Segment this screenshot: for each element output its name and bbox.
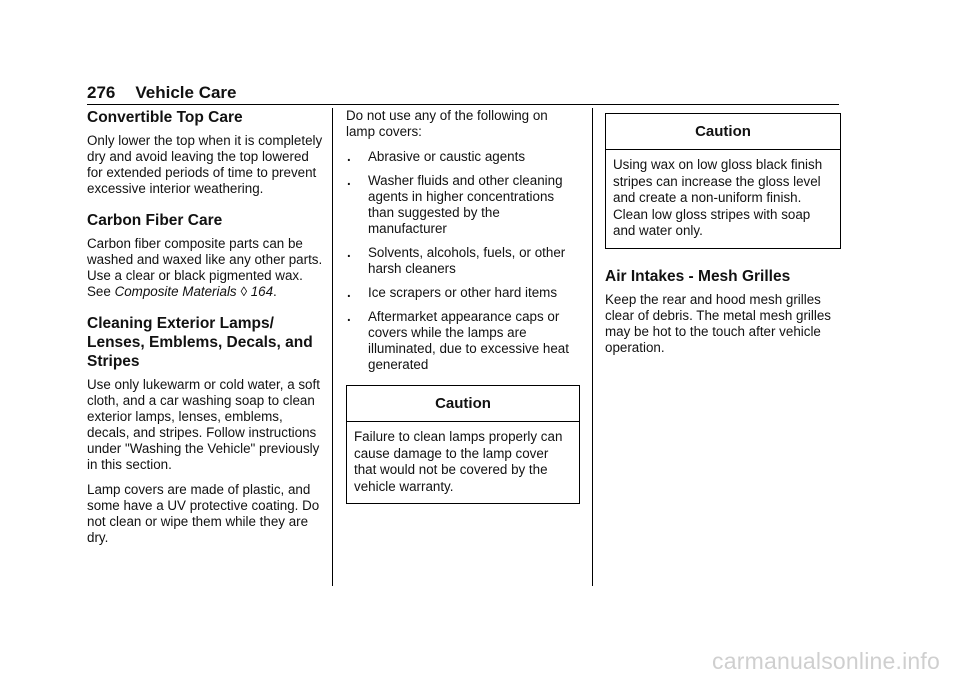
- column-right: [605, 108, 841, 365]
- paragraph-carbon-fiber: [87, 236, 323, 300]
- caution-text: Failure to clean lamps properly can cause damage to the lamp cover that would not be covered by the vehicle warranty.: [354, 429, 563, 494]
- bullet-icon: .: [347, 149, 351, 164]
- page-title: Vehicle Care: [135, 83, 237, 102]
- caution-box-lamps: [346, 385, 580, 504]
- heading-air-intakes: Air Intakes - Mesh Grilles: [605, 267, 791, 285]
- list-item-text: Solvents, alcohols, fuels, or other harsh cleaners: [368, 245, 566, 276]
- bullet-icon: .: [347, 245, 351, 260]
- caution-title: Caution: [606, 114, 840, 150]
- page-number: 276: [87, 83, 116, 102]
- watermark: carmanualsonline.info: [712, 648, 940, 674]
- heading-convertible-top-care: Convertible Top Care: [87, 109, 243, 126]
- heading-carbon-fiber-care: Carbon Fiber Care: [87, 212, 223, 229]
- paragraph-cleaning-1: Use only lukewarm or cold water, a soft cloth, and a car washing soap to clean exterior lamps, lenses, emblems, decals, and stripes. Follow instructions under "Washing the Vehicle" previously in this section.: [87, 377, 320, 472]
- bullet-list: [346, 149, 580, 373]
- paragraph-cleaning-2: Lamp covers are made of plastic, and some have a UV protective coating. Do not clean or wipe them while they are dry.: [87, 482, 320, 545]
- list-item: [346, 285, 580, 301]
- caution-box-wax: [605, 113, 841, 249]
- list-item: [346, 245, 580, 277]
- column-middle: [346, 108, 580, 504]
- carbon-fiber-period: .: [273, 284, 277, 299]
- paragraph-air-intakes: Keep the rear and hood mesh grilles clear of debris. The metal mesh grilles may be hot to the touch after vehicle operation.: [605, 291, 831, 355]
- carbon-fiber-text: Carbon fiber composite parts can be washed and waxed like any other parts. Use a clear or black pigmented wax. See: [87, 236, 323, 299]
- column-left: [87, 108, 323, 555]
- list-item-text: Aftermarket appearance caps or covers while the lamps are illuminated, due to excessive heat generated: [368, 309, 569, 372]
- xref-page: 164: [250, 284, 274, 299]
- column-divider: [332, 108, 333, 586]
- bullet-icon: .: [347, 309, 351, 324]
- bullet-icon: .: [347, 285, 351, 300]
- xref-title: Composite Materials: [114, 284, 237, 299]
- xref-symbol-icon: ◊: [240, 284, 247, 299]
- bullet-icon: .: [347, 173, 351, 188]
- page-header: [87, 83, 839, 105]
- caution-title: Caution: [347, 386, 579, 422]
- list-item-text: Ice scrapers or other hard items: [368, 285, 558, 300]
- list-item-text: Abrasive or caustic agents: [368, 149, 526, 164]
- list-item: [346, 173, 580, 237]
- column-divider: [592, 108, 593, 586]
- paragraph-lamp-covers-intro: Do not use any of the following on lamp covers:: [346, 108, 548, 139]
- list-item: [346, 149, 580, 165]
- list-item: [346, 309, 580, 373]
- composite-materials-link[interactable]: [115, 284, 273, 299]
- caution-text: Using wax on low gloss black finish stripes can increase the gloss level and create a non-uniform finish. Clean low gloss stripes with soap and water only.: [613, 157, 823, 238]
- paragraph-convertible-top: Only lower the top when it is completely dry and avoid leaving the top lowered for extended periods of time to prevent excessive interior weathering.: [87, 133, 323, 196]
- list-item-text: Washer fluids and other cleaning agents in higher concentrations than suggested by the manufacturer: [368, 173, 563, 236]
- heading-cleaning-exterior-lamps: Cleaning Exterior Lamps/ Lenses, Emblems, Decals, and Stripes: [87, 315, 313, 370]
